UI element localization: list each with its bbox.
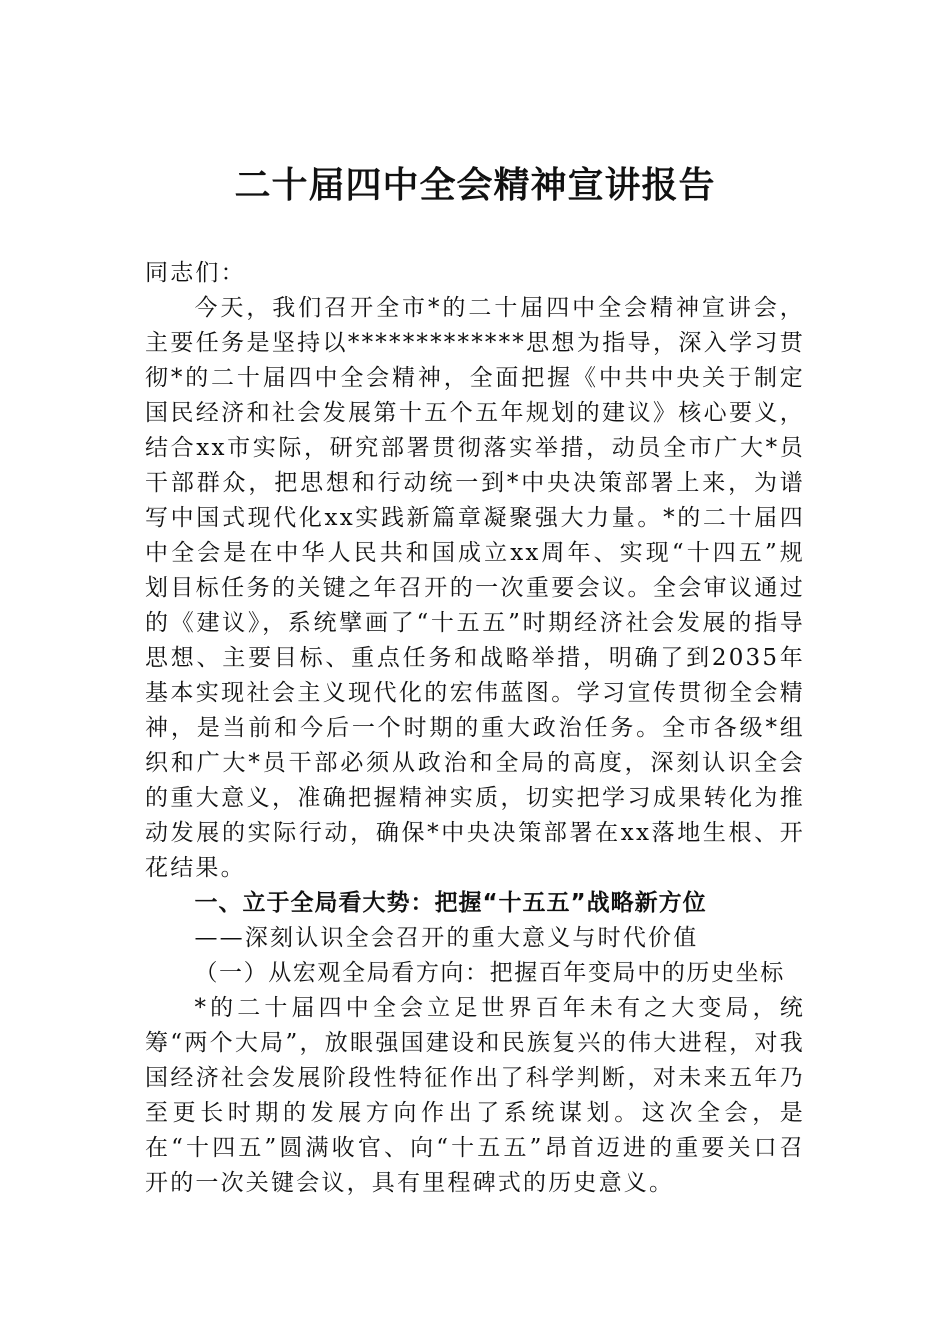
section-subheading: ——深刻认识全会召开的重大意义与时代价值 — [194, 925, 699, 951]
document-title: 二十届四中全会精神宣讲报告 — [234, 164, 716, 206]
section-heading: 一、立于全局看大势：把握“十五五”战略新方位 — [194, 890, 707, 916]
subsection-heading: （一）从宏观全局看方向：把握百年变局中的历史坐标 — [194, 960, 785, 986]
document-body — [145, 256, 805, 1201]
subsection-paragraph: *的二十届四中全会立足世界百年未有之大变局，统筹“两个大局”，放眼强国建设和民族复兴的伟大进程，对我国经济社会发展阶段性特征作出了科学判断，对未来五年乃至更长时期的发展方向作出了系统谋划。这次全会，是在“十四五”圆满收官、向“十五五”昂首迈进的重要关口召开的一次关键会议，具有里程碑式的历史意义。 — [145, 995, 805, 1196]
salutation: 同志们： — [145, 260, 246, 286]
intro-paragraph: 今天，我们召开全市*的二十届四中全会精神宣讲会，主要任务是坚持以*************思想为指导，深入学习贯彻*的二十届四中全会精神，全面把握《中共中央关于制定国民经济和社会发展第十五个五年规划的建议》核心要义，结合xx市实际，研究部署贯彻落实举措，动员全市广大*员干部群众，把思想和行动统一到*中央决策部署上来，为谱写中国式现代化xx实践新篇章凝聚强大力量。*的二十届四中全会是在中华人民共和国成立xx周年、实现“十四五”规划目标任务的关键之年召开的一次重要会议。全会审议通过的《建议》，系统擘画了“十五五”时期经济社会发展的指导思想、主要目标、重点任务和战略举措，明确了到2035年基本实现社会主义现代化的宏伟蓝图。学习宣传贯彻全会精神，是当前和今后一个时期的重大政治任务。全市各级*组织和广大*员干部必须从政治和全局的高度，深刻认识全会的重大意义，准确把握精神实质，切实把学习成果转化为推动发展的实际行动，确保*中央决策部署在xx落地生根、开花结果。 — [145, 295, 805, 881]
